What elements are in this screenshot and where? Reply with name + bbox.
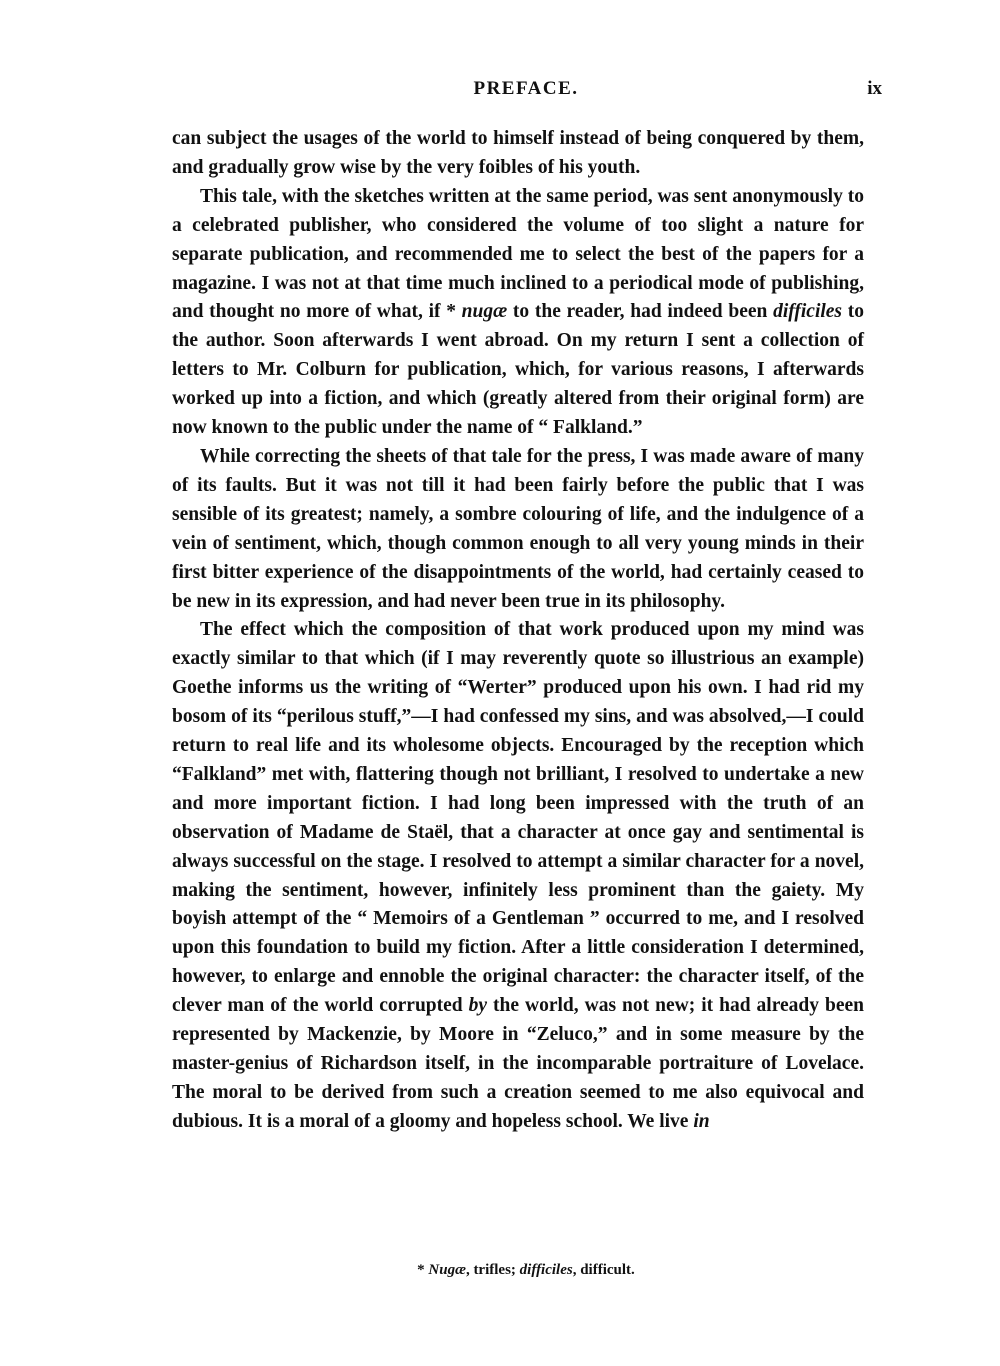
paragraph-text: The effect which the composition of that work produced upon my mind was exactly similar to that which (if I may reverently quote so illustrious an example) Goethe informs us the writing of “Werter” produced upon his own. I had rid my bosom of its “perilous stuff,”—I had confessed my sins, and was absolved,—I could return to real life and its wholesome objects. Encouraged by the reception which “Falkland” met with, flattering though not brilliant, I resolved to undertake a new and more important fiction. I had long been impressed with the truth of an observation of Madame de Staël, that a character at once gay and sentimental is always successful on the stage. I resolved to attempt a similar character for a novel, making the sentiment, however, infinitely less prominent than the gaiety. My boyish attempt of the “ Memoirs of a Gentleman ” occurred to me, and I resolved upon this foundation to build my fiction. After a little consideration I determined, however, to enlarge and ennoble the original character: the character itself, of the clever man of the world corrupted (172, 619, 864, 1017)
paragraph-text: to the reader, had indeed been (507, 301, 774, 323)
footnote-term-difficiles: difficiles (519, 1262, 573, 1278)
running-title: PREFACE. (473, 78, 579, 99)
footnote (170, 1262, 882, 1279)
italic-word-in: in (693, 1110, 710, 1132)
footnote-gloss: , trifles; (465, 1262, 520, 1278)
footnote-gloss: , difficult. (572, 1262, 635, 1278)
page-number: ix (867, 78, 882, 99)
paragraph-text: This tale, with the sketches written at the same period, was sent anonymously to a celebrated publisher, who considered the volume of too slight a nature for separate publication, and recommended me to select the best of the papers for a magazine. I was not at that time much inclined to a periodical mode of publishing, and thought no more of what, if * (172, 185, 864, 323)
body-text (172, 125, 864, 1137)
paragraph-1 (172, 125, 864, 183)
paragraph-text: to the author. Soon afterwards I went abroad. On my return I sent a collection of letters to Mr. Colburn for publication, which, for various reasons, I afterwards worked up into a fiction, and which (greatly altered from their original form) are now known to the public under the name of “ Falkland.” (172, 301, 864, 439)
paragraph-2 (172, 183, 864, 443)
paragraph-3 (172, 443, 864, 616)
running-head (170, 78, 882, 104)
italic-term-difficiles: difficiles (773, 301, 843, 323)
footnote-term-nugae: Nugæ (428, 1262, 466, 1278)
paragraph-text: can subject the usages of the world to himself instead of being conquered by them, and gradually grow wise by the very foibles of his youth. (172, 128, 864, 178)
italic-word-by: by (468, 995, 488, 1017)
italic-term-nugae: nugæ (461, 301, 508, 323)
footnote-marker: * (417, 1262, 429, 1278)
paragraph-text: While correcting the sheets of that tale for the press, I was made aware of many of its faults. But it was not till it had been fairly before the public that I was sensible of its greatest; namely, a sombre colouring of life, and the indulgence of a vein of sentiment, which, though common enough to all very young minds in their first bitter experience of the disappointments of the world, had certainly ceased to be new in its expression, and had never been true in its philosophy. (172, 445, 864, 612)
paragraph-4 (172, 616, 864, 1136)
paragraph-text: the world, was not new; it had already been represented by Mackenzie, by Moore in “Zeluco,” and in some measure by the master-genius of Richardson itself, in the incomparable portraiture of Lovelace. The moral to be derived from such a creation seemed to me also equivocal and dubious. It is a moral of a gloomy and hopeless school. We live (172, 995, 864, 1132)
